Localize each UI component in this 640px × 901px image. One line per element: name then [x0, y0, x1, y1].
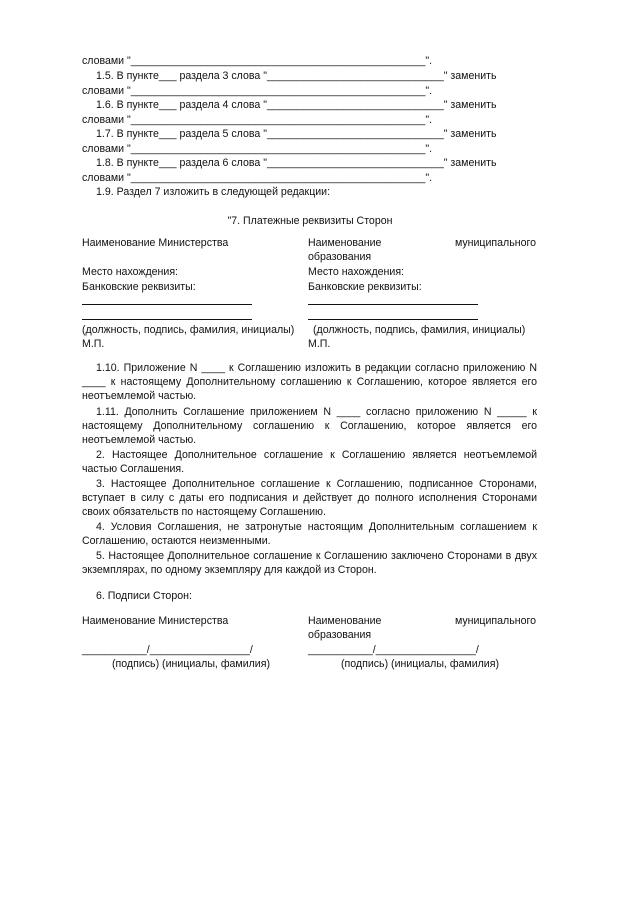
clause-5: 5. Настоящее Дополнительное соглашение к Соглашению заключено Сторонами в двух экземплярах, по одному экземпляру для каждой из Сторон.	[82, 550, 537, 576]
clause-4: 4. Условия Соглашения, не затронутые настоящим Дополнительным соглашением к Соглашению, остаются неизменными.	[82, 521, 537, 547]
ministry-bank-label: Банковские реквизиты:	[82, 281, 196, 293]
municipal-signature-line: ___________/_________________/	[308, 644, 479, 656]
amend-item-1-9-text: 1.9. Раздел 7 изложить в следующей редакции:	[96, 186, 331, 198]
slovami-line-1-6: словами "__________________________________________________".	[82, 114, 433, 126]
municipal-location-label: Место нахождения:	[308, 266, 405, 278]
signatures-municipal-name-part2: муниципального	[454, 615, 536, 627]
municipal-sign-caption: (должность, подпись, фамилия, инициалы)	[313, 324, 526, 336]
signatures-municipal-name-part1: Наименование	[308, 615, 382, 627]
ministry-blank-line-2	[82, 319, 252, 320]
requisites-title: "7. Платежные реквизиты Сторон	[227, 215, 393, 227]
municipal-bank-label: Банковские реквизиты:	[308, 281, 422, 293]
ministry-signature-line: ___________/_________________/	[82, 644, 253, 656]
ministry-stamp: М.П.	[82, 338, 105, 350]
signatures-ministry-name: Наименование Министерства	[82, 615, 229, 627]
requisites-municipal-name-part1: Наименование	[308, 237, 382, 249]
requisites-municipal-name-part2: муниципального	[454, 237, 536, 249]
slovami-line-1-8: словами "__________________________________________________".	[82, 172, 433, 184]
slovami-line-1-5: словами "__________________________________________________".	[82, 85, 433, 97]
clause-1-10: 1.10. Приложение N ____ к Соглашению изложить в редакции согласно приложению N ____ к настоящему Дополнительному соглашению к Соглашению, которое является его неотъемлемой частью.	[82, 362, 537, 402]
clause-2: 2. Настоящее Дополнительное соглашение к Соглашению является неотъемлемой частью Соглашения.	[82, 449, 537, 475]
ministry-location-label: Место нахождения:	[82, 266, 179, 278]
amend-item-1-5: 1.5. В пункте___ раздела 3 слова "______________________________" заменить	[96, 70, 497, 82]
ministry-blank-line-1	[82, 304, 252, 305]
amend-item-1-6: 1.6. В пункте___ раздела 4 слова "______________________________" заменить	[96, 99, 497, 111]
municipal-blank-line-2	[308, 319, 478, 320]
clause-3: 3. Настоящее Дополнительное соглашение к Соглашению, подписанное Сторонами, вступает в силу с даты его подписания и действует до полного исполнения Сторонами своих обязательств по настоящему Соглашению.	[82, 478, 537, 518]
signatures-municipal-name	[308, 614, 536, 628]
requisites-municipal-name	[308, 236, 536, 250]
requisites-ministry-name: Наименование Министерства	[82, 237, 229, 249]
signatures-heading: 6. Подписи Сторон:	[96, 590, 192, 602]
municipal-signature-caption: (подпись) (инициалы, фамилия)	[341, 658, 499, 670]
clause-1-11: 1.11. Дополнить Соглашение приложением N ____ согласно приложению N _____ к настоящему Дополнительному соглашению к Соглашению, которое является его неотъемлемой частью.	[82, 406, 537, 446]
municipal-stamp: М.П.	[308, 338, 331, 350]
slovami-line-1-4: словами "__________________________________________________".	[82, 55, 433, 67]
ministry-signature-caption: (подпись) (инициалы, фамилия)	[112, 658, 270, 670]
amend-item-1-7: 1.7. В пункте___ раздела 5 слова "______________________________" заменить	[96, 128, 497, 140]
municipal-blank-line-1	[308, 304, 478, 305]
signatures-municipal-name-part3: образования	[308, 629, 372, 641]
slovami-line-1-7: словами "__________________________________________________".	[82, 143, 433, 155]
requisites-municipal-name-part3: образования	[308, 251, 372, 263]
amend-item-1-8: 1.8. В пункте___ раздела 6 слова "______________________________" заменить	[96, 157, 497, 169]
ministry-sign-caption: (должность, подпись, фамилия, инициалы)	[82, 324, 295, 336]
